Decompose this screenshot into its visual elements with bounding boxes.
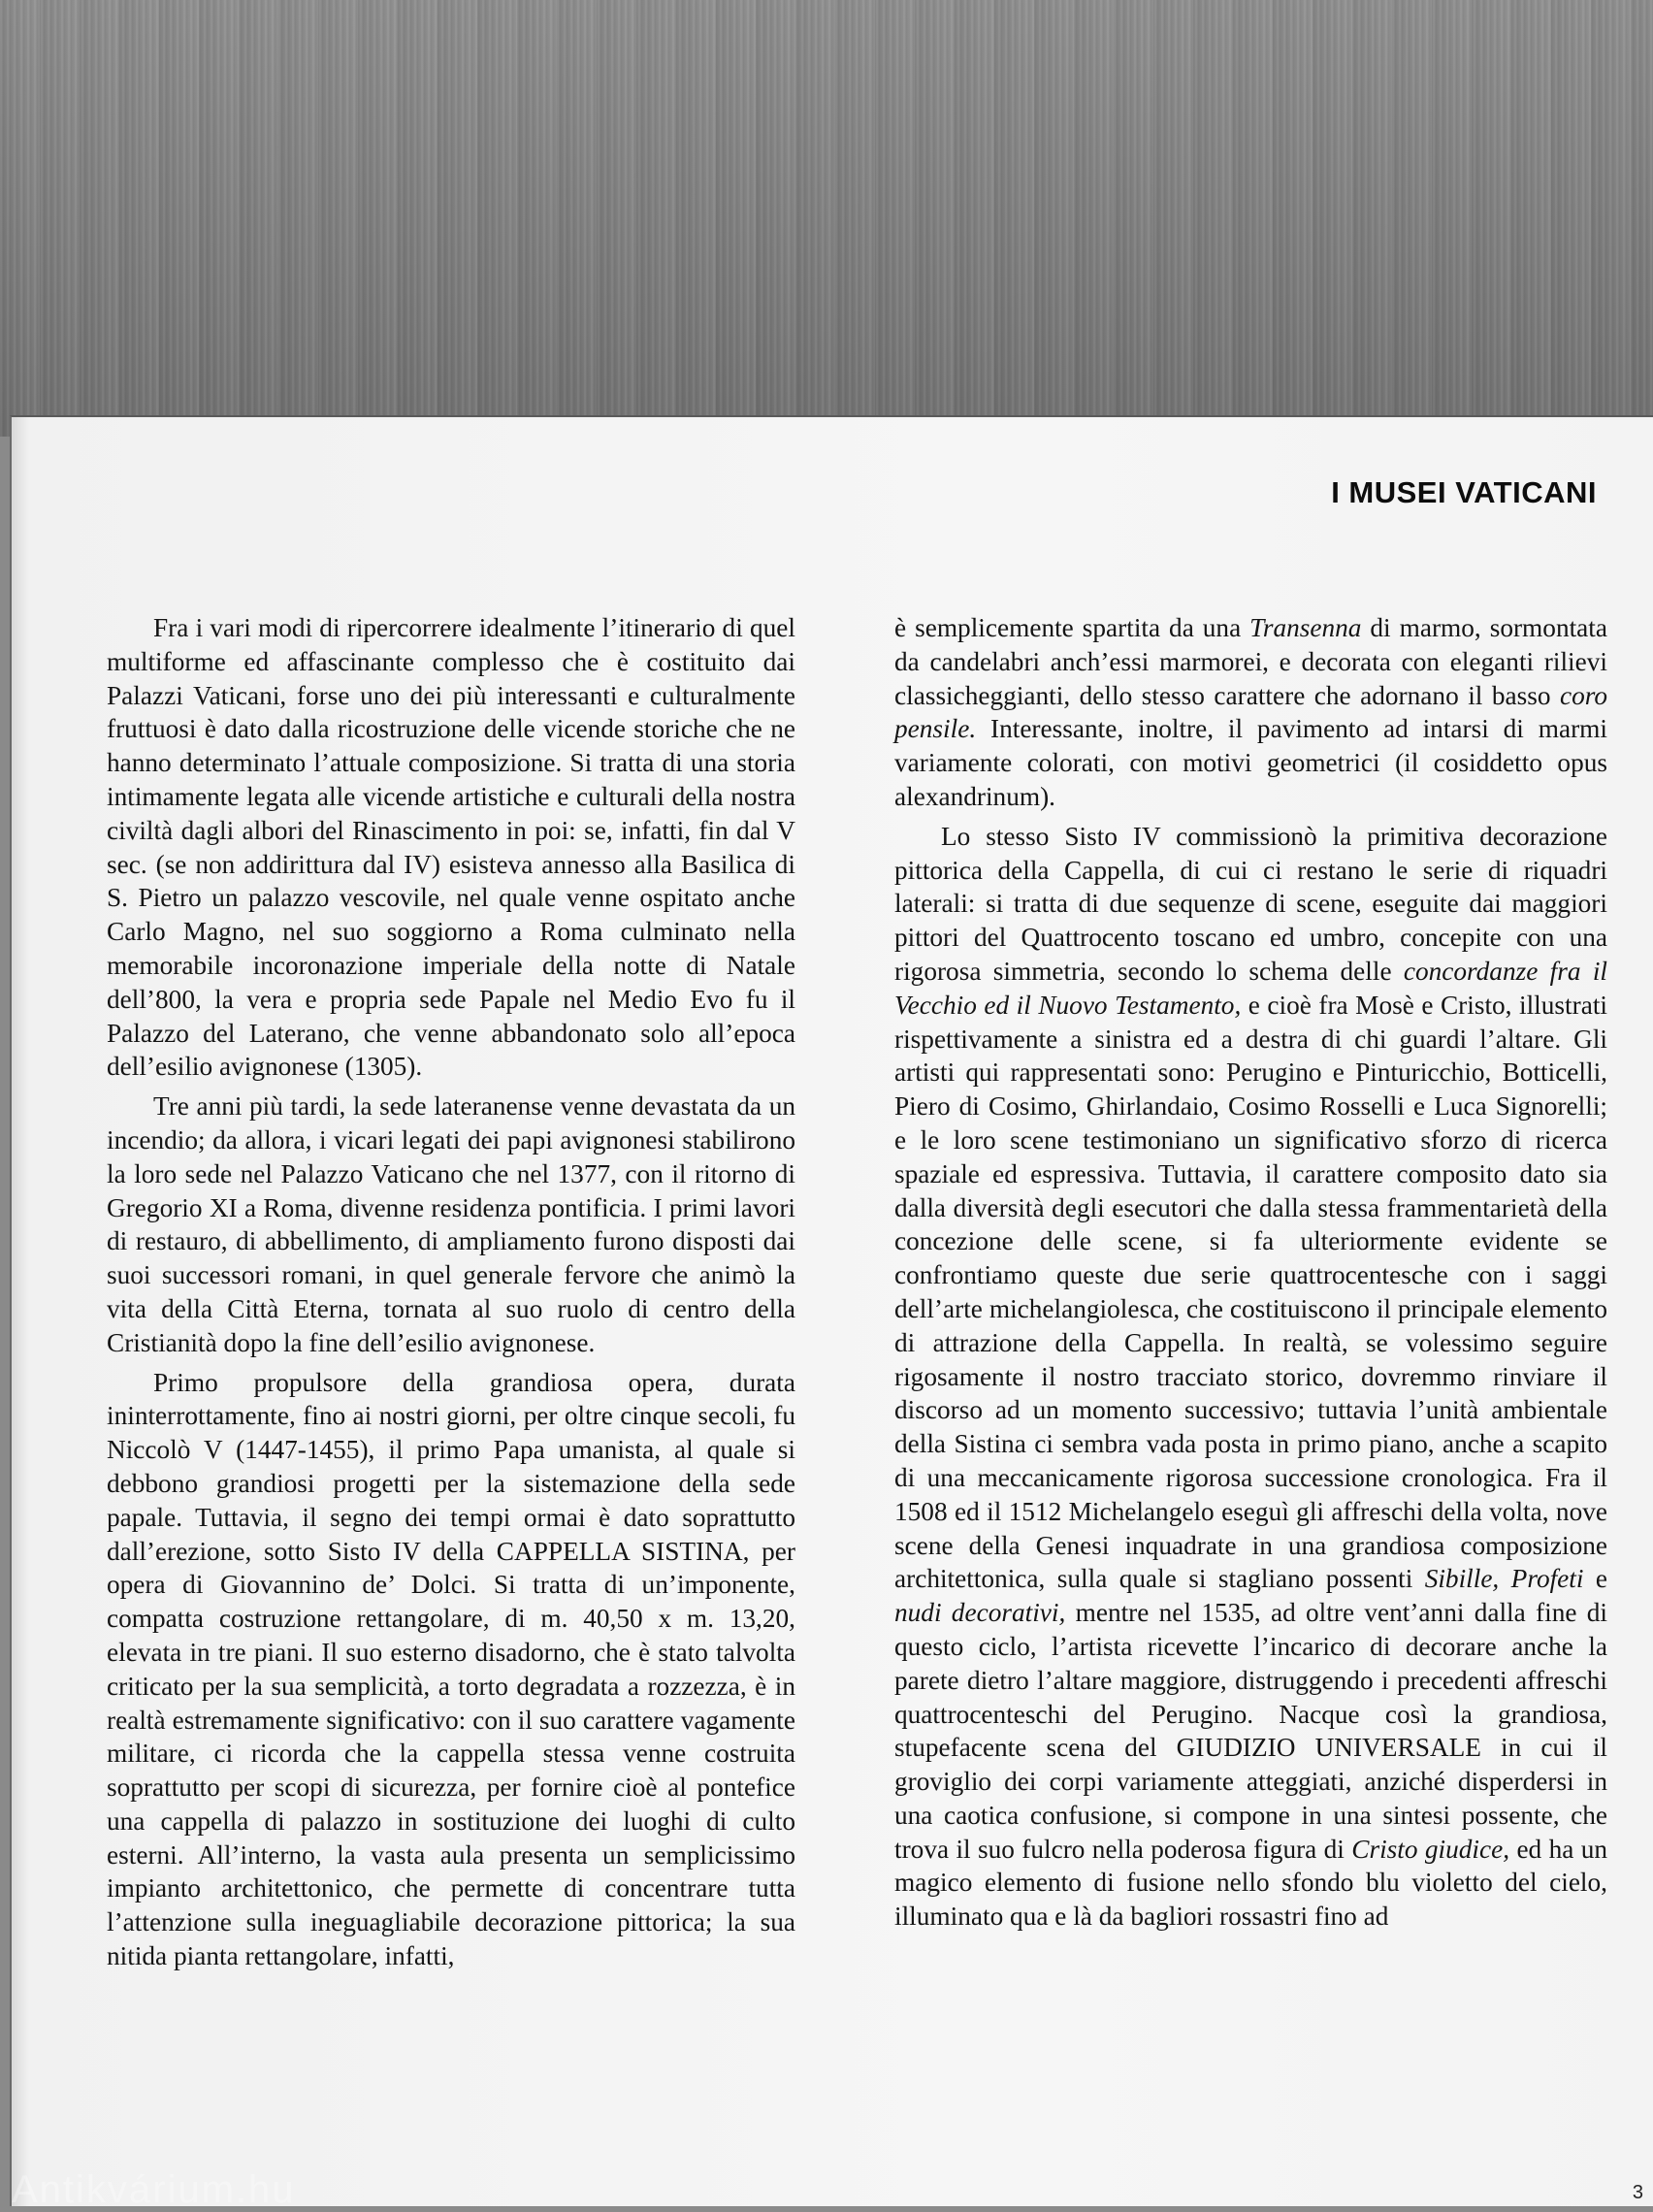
running-header-title: I MUSEI VATICANI — [1331, 475, 1597, 509]
text-run: Lo stesso Sisto IV commissionò la primitiva decorazione pittorica della Cappella, di cui ci restano le serie di riquadri laterali: si tratta di due sequenze di scene, eseguite dai maggiori pittori del Quattrocento toscano ed umbro, concepite con una rigorosa simmetria, secondo lo schema delle — [894, 821, 1607, 986]
watermark: Antikvárium.hu — [12, 2168, 296, 2211]
text-run: e — [1583, 1564, 1607, 1594]
book-page — [10, 415, 1653, 2211]
text-run: di marmo, sormontata da candelabri anch’essi marmorei, e decorata con eleganti rilievi classicheggianti, dello stesso carattere che adornano il basso — [894, 613, 1607, 710]
paragraph-sisto-iv — [894, 820, 1607, 1934]
italic-term-concordanze: concordanze fra il Vecchio ed il Nuovo Testamento, — [894, 956, 1607, 1020]
paragraph-2: Tre anni più tardi, la sede lateranense venne devastata da un incendio; da allora, i vicari legati dei papi avignonesi stabilirono la loro sede nel Palazzo Vaticano che nel 1377, con il ritorno di Gregorio XI a Roma, divenne residenza pontificia. I primi lavori di restauro, di abbellimento, di ampliamento furono disposti dai suoi successori romani, in quel generale fervore che animò la vita della Città Eterna, tornata al suo ruolo di centro della Cristianità dopo la fine dell’esilio avignonese. — [107, 1091, 795, 1357]
paragraph-1: Fra i vari modi di ripercorrere idealmente l’itinerario di quel multiforme ed affascinante complesso che è costituito dai Palazzi Vaticani, forse uno dei più interessanti e culturalmente fruttuosi è dato dalla ricostruzione delle vicende storiche che ne hanno determinato l’attuale composizione. Si tratta di una storia intimamente legata alle vicende artistiche e culturali della nostra civiltà dagli albori del Rinascimento in poi: se, infatti, fin dal V sec. (se non addirittura dal IV) esisteva annesso alla Basilica di S. Pietro un palazzo vescovile, nel quale venne ospitato anche Carlo Magno, nel suo soggiorno a Roma culminato nella memorabile incoronazione imperiale della notte di Natale dell’800, la vera e propria sede Papale nel Medio Evo fu il Palazzo del Laterano, che venne abbandonato solo all’epoca dell’esilio avignonese (1305). — [107, 613, 795, 1082]
paragraph-3: Primo propulsore della grandiosa opera, durata ininterrottamente, fino ai nostri giorni, per oltre cinque secoli, fu Niccolò V (1447-1455), il primo Papa umanista, al quale si debbono grandiosi progetti per la sistemazione della sede papale. Tuttavia, il segno dei tempi ormai è dato soprattutto dall’erezione, sotto Sisto IV della CAPPELLA SISTINA, per opera di Giovannino de’ Dolci. Si tratta di un’imponente, compatta costruzione rettangolare, di m. 40,50 x m. 13,20, elevata in tre piani. Il suo esterno disadorno, che è stato talvolta criticato per la sua semplicità, a torto degradata a rozzezza, è in realtà estremamente significativo: con il suo carattere vagamente militare, ci ricorda che la cappella stessa venne costruita soprattutto per scopi di sicurezza, per fornire cioè al pontefice una cappella di palazzo in sostituzione dei luoghi di culto esterni. All’interno, la vasta aula presenta un semplicissimo impianto architettonico, che permette di concentrare tutta l’attenzione sulla ineguagliabile decorazione pittorica; la sua nitida pianta rettangolare, infatti, — [107, 1367, 795, 1971]
page-number: 3 — [1632, 2182, 1643, 2203]
italic-term-sibille-profeti: Sibille, Profeti — [1424, 1564, 1584, 1594]
text-run: Interessante, inoltre, il pavimento ad intarsi di marmi variamente colorati, con motivi geometrici (il cosiddetto opus alexandrinum). — [894, 714, 1607, 811]
italic-term-coro-pensile: coro pensile. — [894, 680, 1607, 744]
text-run: ed ha un magico elemento di fusione nello sfondo blu violetto del cielo, illuminato qua e là da bagliori rossastri fino ad — [894, 1834, 1607, 1932]
italic-term-cristo-giudice: Cristo giudice, — [1351, 1834, 1510, 1864]
text-run: e cioè fra Mosè e Cristo, illustrati rispettivamente a sinistra ed a destra di chi guardi l’altare. Gli artisti qui rappresentati sono: Perugino e Pinturicchio, Botticelli, Piero di Cosimo, Ghirlandaio, Cosimo Rosselli e Luca Signorelli; e le loro scene testimoniano un significativo sforzo di ricerca spaziale ed espressiva. Tuttavia, il carattere composito dato sia dalla diversità degli esecutori che dalla stessa frammentarietà della concezione delle scene, si fa ulteriormente evidente se confrontiamo queste due serie quattrocentesche con i saggi dell’arte michelangiolesca, che costituiscono il principale elemento di attrazione della Cappella. In realtà, se volessimo seguire rigosamente il nostro tracciato storico, dovremmo rinviare il discorso ad un momento successivo; tuttavia l’unità ambientale della Sistina ci sembra vada posta in primo piano, anche a scapito di una meccanicamente rigorosa successione cronologica. Fra il 1508 ed il 1512 Michelangelo eseguì gli affreschi della volta, nove scene della Genesi inquadrate in una grandiosa composizione architettonica, sulla quale si stagliano possenti — [894, 990, 1607, 1594]
italic-term-nudi-decorativi: nudi decorativi, — [894, 1598, 1066, 1628]
italic-term-transenna: Transenna — [1249, 613, 1362, 642]
left-text-column — [107, 611, 795, 1979]
paragraph-continued — [894, 611, 1607, 814]
right-text-column — [894, 611, 1607, 1939]
wooden-backdrop — [0, 0, 1653, 437]
text-run: mentre nel 1535, ad oltre vent’anni dalla fine di questo ciclo, l’artista ricevette l’incarico di decorare anche la parete dietro l’altare maggiore, distruggendo i precedenti affreschi quattrocenteschi del Perugino. Nacque così la grandiosa, stupefacente scena del GIUDIZIO UNIVERSALE in cui il groviglio dei corpi variamente atteggiati, anziché disperdersi in una caotica confusione, si compone in una sintesi possente, che trova il suo fulcro nella poderosa figura di — [894, 1598, 1607, 1864]
text-run: è semplicemente spartita da una — [894, 613, 1250, 642]
